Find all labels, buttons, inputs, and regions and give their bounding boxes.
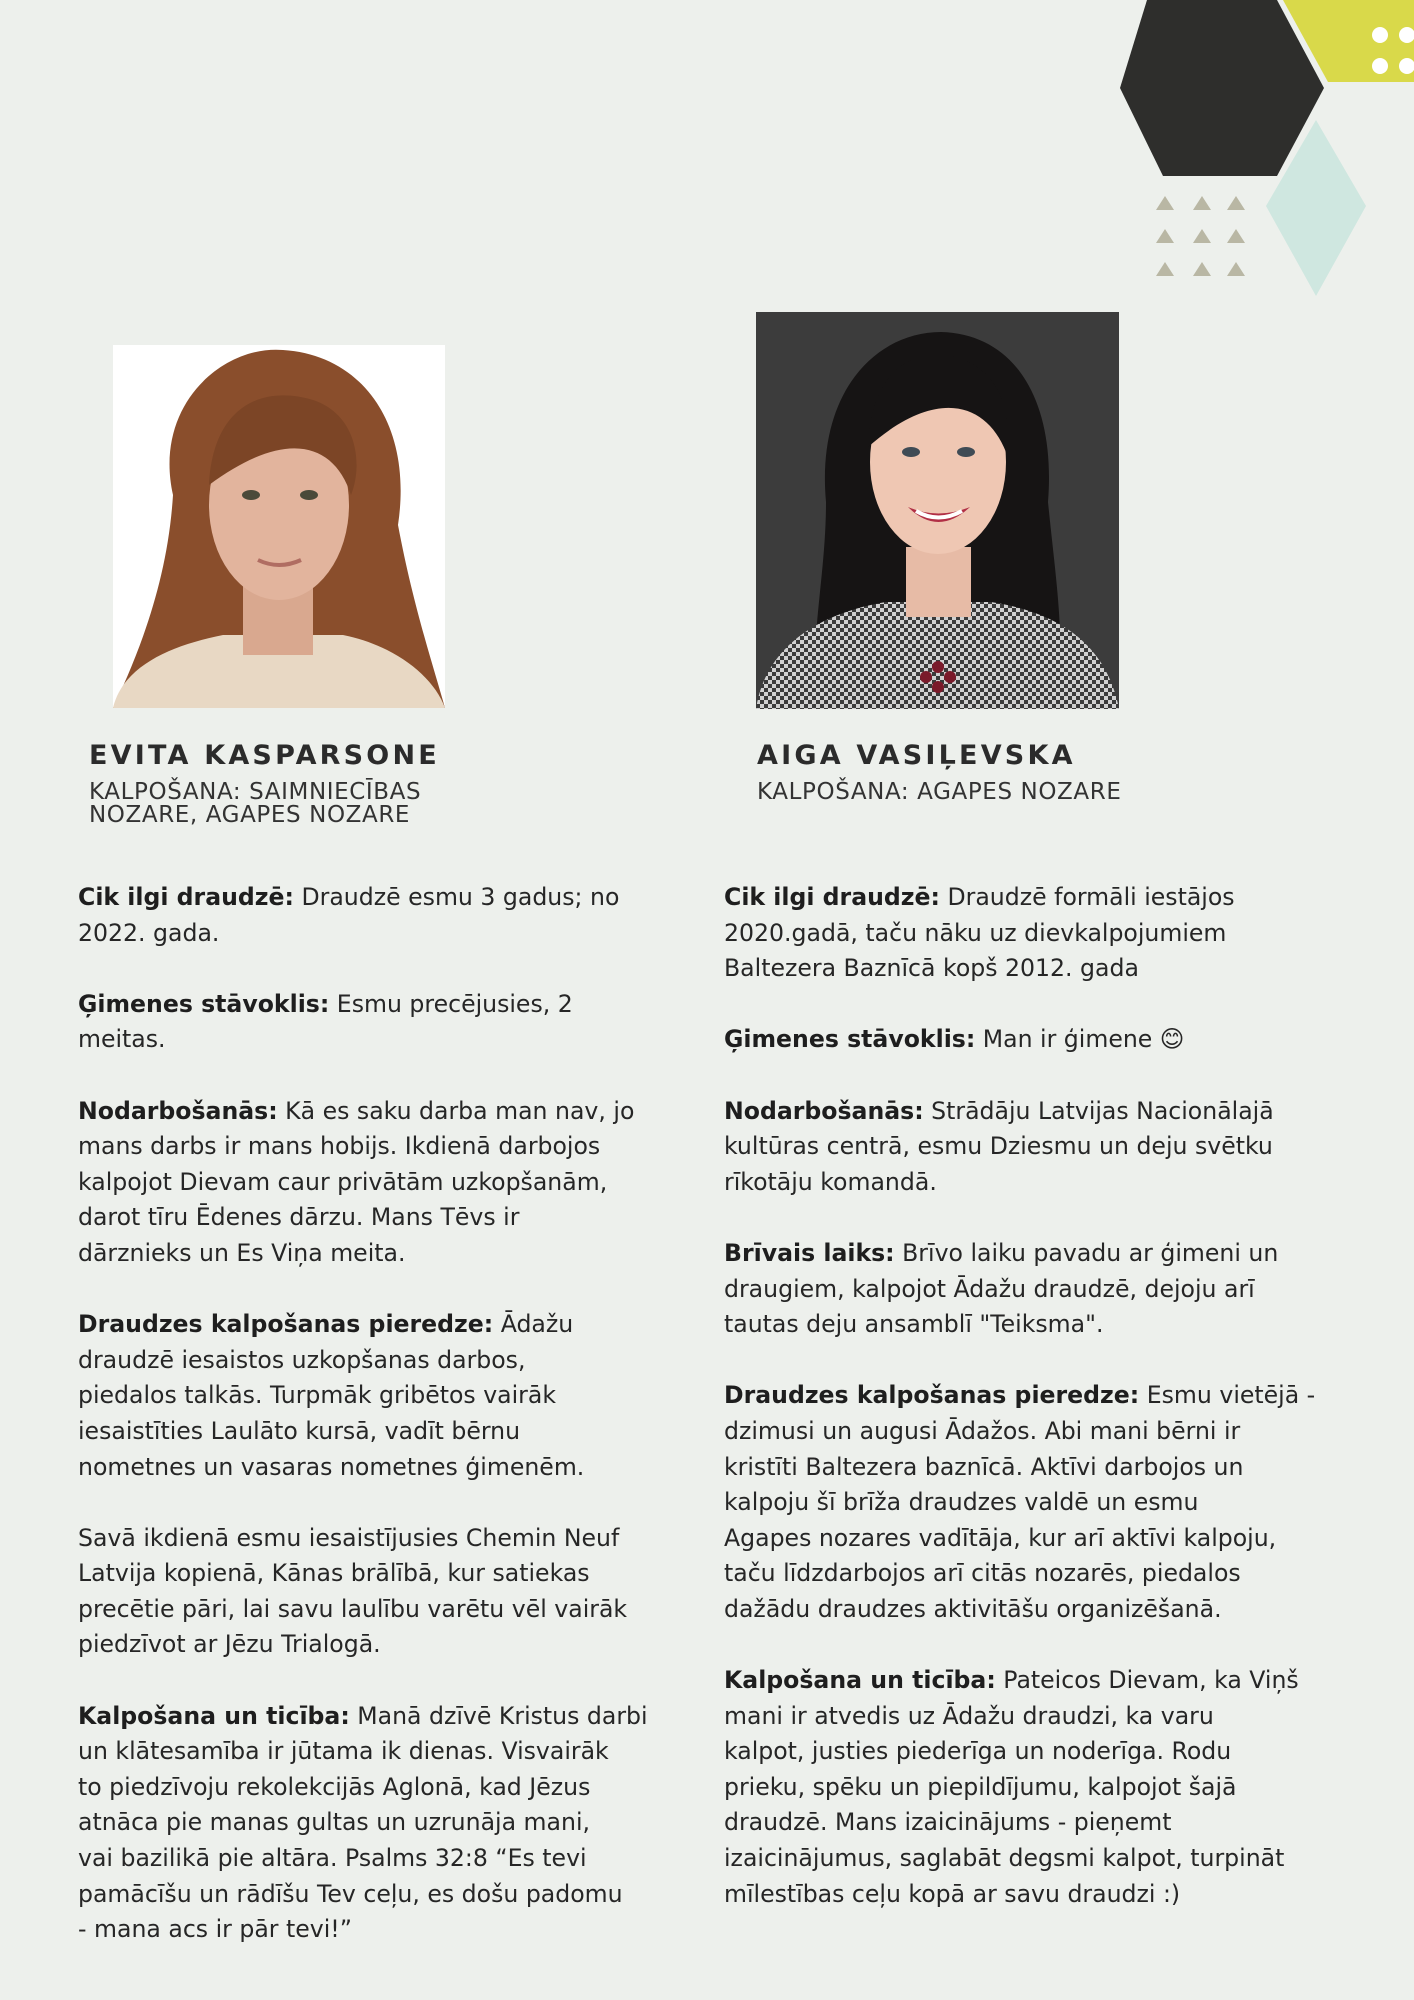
text-line	[78, 1805, 698, 1841]
text-line	[724, 1414, 1354, 1450]
text-line	[78, 1627, 698, 1663]
role-line: NOZARE, AGAPES NOZARE	[89, 802, 411, 828]
text-line	[724, 1450, 1354, 1486]
section-text: darot tīru Ēdenes dārzu. Mans Tēvs ir	[78, 1203, 520, 1232]
section-label: Cik ilgi draudzē:	[724, 883, 940, 911]
person-name: EVITA KASPARSONE	[89, 740, 440, 771]
section-text: kristīti Baltezera baznīcā. Aktīvi darbojos un	[724, 1452, 1244, 1481]
text-line	[78, 880, 698, 916]
dark-hexagon	[1120, 0, 1324, 176]
section-text: piedalos talkās. Turpmāk gribētos vairāk	[78, 1381, 557, 1410]
profile-section	[78, 1094, 698, 1272]
text-line	[724, 916, 1354, 952]
section-text: iesaistīties Laulāto kursā, vadīt bērnu	[78, 1416, 521, 1445]
section-label: Brīvais laiks:	[724, 1238, 895, 1267]
section-text: Savā ikdienā esmu iesaistījusies Chemin Neuf	[78, 1523, 620, 1552]
section-text: Esmu precējusies, 2	[329, 989, 573, 1018]
person-role	[757, 781, 1121, 804]
yellow-dot	[1372, 27, 1388, 43]
text-line	[78, 1343, 698, 1379]
text-line	[724, 880, 1354, 916]
section-text: dārznieks un Es Viņa meita.	[78, 1238, 406, 1267]
text-line	[78, 916, 698, 952]
section-text: Draudzē formāli iestājos	[939, 883, 1235, 911]
decorative-shapes	[0, 0, 1414, 320]
section-text: 2022. gada.	[78, 918, 220, 947]
section-text: draudzē. Mans izaicinājums - pieņemt	[724, 1808, 1172, 1837]
section-text: Ādažu	[493, 1310, 574, 1339]
text-line	[78, 1165, 698, 1201]
section-text: kalpoju šī brīža draudzes valdē un esmu	[724, 1488, 1199, 1517]
text-line	[724, 1129, 1354, 1165]
text-line	[78, 1022, 698, 1058]
section-text: precētie pāri, lai savu laulību varētu vēl vairāk	[78, 1594, 628, 1623]
profile-text-column	[78, 880, 698, 1983]
text-line	[78, 1307, 698, 1343]
section-text: draudzē iesaistos uzkopšanas darbos,	[78, 1345, 526, 1374]
section-text: pamācīšu un rādīšu Tev ceļu, es došu padomu	[78, 1879, 623, 1908]
section-label: Ģimenes stāvoklis:	[724, 1025, 976, 1054]
profile-section	[724, 1378, 1354, 1627]
profile-section	[78, 1521, 698, 1663]
section-text: Esmu vietējā -	[1139, 1381, 1316, 1410]
text-line	[724, 1272, 1354, 1308]
section-text: atnāca pie manas gultas un uzrunāja mani,	[78, 1808, 591, 1837]
text-line	[724, 1022, 1354, 1058]
text-line	[724, 1165, 1354, 1201]
section-label: Nodarbošanās:	[724, 1096, 924, 1125]
text-line	[78, 1236, 698, 1272]
section-text: tautas deju ansamblī "Teiksma".	[724, 1310, 1104, 1339]
text-line	[78, 1592, 698, 1628]
text-line	[78, 1414, 698, 1450]
section-label: Cik ilgi draudzē:	[78, 883, 294, 911]
profile-section	[78, 987, 698, 1058]
text-line	[724, 1592, 1354, 1628]
section-text: Manā dzīvē Kristus darbi	[349, 1701, 648, 1730]
text-line	[78, 1770, 698, 1806]
role-line: KALPOŠANA: AGAPES NOZARE	[757, 779, 1122, 805]
text-line	[724, 951, 1354, 987]
section-text: piedzīvot ar Jēzu Trialogā.	[78, 1630, 381, 1659]
profile-section	[724, 1236, 1354, 1343]
section-label: Ģimenes stāvoklis:	[78, 989, 330, 1018]
section-text: Baltezera Baznīcā kopš 2012. gada	[724, 954, 1139, 983]
section-text: mīlestības ceļu kopā ar savu draudzi :)	[724, 1879, 1181, 1908]
text-line	[78, 1912, 698, 1948]
section-label: Kalpošana un ticība:	[78, 1701, 350, 1730]
text-line	[724, 1485, 1354, 1521]
role-line: KALPOŠANA: SAIMNIECĪBAS	[89, 779, 422, 805]
profile-section	[724, 1022, 1354, 1058]
text-line	[724, 1236, 1354, 1272]
text-line	[78, 1200, 698, 1236]
section-text: meitas.	[78, 1025, 166, 1054]
text-line	[724, 1307, 1354, 1343]
profile-section	[724, 1663, 1354, 1912]
person-name: AIGA VASIĻEVSKA	[757, 740, 1076, 771]
section-text: Man ir ģimene 😊	[975, 1025, 1185, 1054]
section-text: Agapes nozares vadītāja, kur arī aktīvi kalpoju,	[724, 1523, 1277, 1552]
text-line	[78, 1378, 698, 1414]
section-text: Brīvo laiku pavadu ar ģimeni un	[894, 1238, 1279, 1267]
text-line	[724, 1877, 1354, 1913]
triangle-grid	[1156, 196, 1245, 276]
section-text: Latvija kopienā, Kānas brālībā, kur satiekas	[78, 1559, 590, 1588]
person-role	[89, 781, 421, 827]
text-line	[78, 1877, 698, 1913]
text-line	[724, 1378, 1354, 1414]
section-text: mans darbs ir mans hobijs. Ikdienā darbojos	[78, 1132, 601, 1161]
section-text: draugiem, kalpojot Ādažu draudzē, dejoju arī	[724, 1274, 1255, 1303]
section-text: taču līdzdarbojos arī citās nozarēs, piedalos	[724, 1559, 1241, 1588]
section-text: Strādāju Latvijas Nacionālajā	[923, 1096, 1274, 1125]
section-label: Draudzes kalpošanas pieredze:	[78, 1310, 494, 1339]
yellow-dot	[1372, 58, 1388, 74]
section-text: kultūras centrā, esmu Dziesmu un deju svētku	[724, 1132, 1273, 1161]
section-text: 2020.gadā, taču nāku uz dievkalpojumiem	[724, 918, 1227, 947]
text-line	[724, 1556, 1354, 1592]
text-line	[78, 1841, 698, 1877]
text-line	[78, 987, 698, 1023]
profile-section	[78, 880, 698, 951]
section-text: Kā es saku darba man nav, jo	[277, 1096, 635, 1125]
portrait-photo-aiga	[756, 312, 1119, 709]
text-line	[724, 1734, 1354, 1770]
profile-section	[78, 1699, 698, 1948]
text-line	[78, 1734, 698, 1770]
section-text: nometnes un vasaras nometnes ģimenēm.	[78, 1452, 585, 1481]
section-text: Draudzē esmu 3 gadus; no	[293, 883, 620, 911]
text-line	[78, 1094, 698, 1130]
profile-text-column	[724, 880, 1354, 1948]
section-text: un klātesamība ir jūtama ik dienas. Visvairāk	[78, 1737, 609, 1766]
section-text: to piedzīvoju rekolekcijās Aglonā, kad Jēzus	[78, 1772, 591, 1801]
text-line	[724, 1663, 1354, 1699]
text-line	[724, 1805, 1354, 1841]
section-label: Nodarbošanās:	[78, 1096, 278, 1125]
text-line	[78, 1450, 698, 1486]
profile-section	[78, 1307, 698, 1485]
section-text: vai bazilikā pie altāra. Psalms 32:8 “Es tevi	[78, 1844, 587, 1873]
text-line	[78, 1699, 698, 1735]
section-label: Draudzes kalpošanas pieredze:	[724, 1381, 1140, 1410]
section-text: dažādu draudzes aktivitāšu organizēšanā.	[724, 1594, 1222, 1623]
section-label: Kalpošana un ticība:	[724, 1666, 996, 1695]
text-line	[724, 1094, 1354, 1130]
text-line	[78, 1556, 698, 1592]
portrait-photo-evita	[113, 345, 445, 708]
text-line	[724, 1699, 1354, 1735]
text-line	[724, 1521, 1354, 1557]
section-text: dzimusi un augusi Ādažos. Abi mani bērni ir	[724, 1416, 1241, 1445]
text-line	[78, 1521, 698, 1557]
profile-section	[724, 1094, 1354, 1201]
text-line	[724, 1841, 1354, 1877]
profile-section	[724, 880, 1354, 987]
section-text: kalpot, justies piederīga un noderīga. Rodu	[724, 1737, 1232, 1766]
section-text: rīkotāju komandā.	[724, 1167, 937, 1196]
section-text: - mana acs ir pār tevi!”	[78, 1915, 352, 1944]
section-text: mani ir atvedis uz Ādažu draudzi, ka varu	[724, 1701, 1214, 1730]
text-line	[78, 1129, 698, 1165]
section-text: kalpojot Dievam caur privātām uzkopšanām,	[78, 1167, 608, 1196]
section-text: prieku, spēku un piepildījumu, kalpojot šajā	[724, 1772, 1237, 1801]
section-text: izaicinājumus, saglabāt degsmi kalpot, turpināt	[724, 1844, 1285, 1873]
section-text: Pateicos Dievam, ka Viņš	[995, 1666, 1299, 1695]
text-line	[724, 1770, 1354, 1806]
